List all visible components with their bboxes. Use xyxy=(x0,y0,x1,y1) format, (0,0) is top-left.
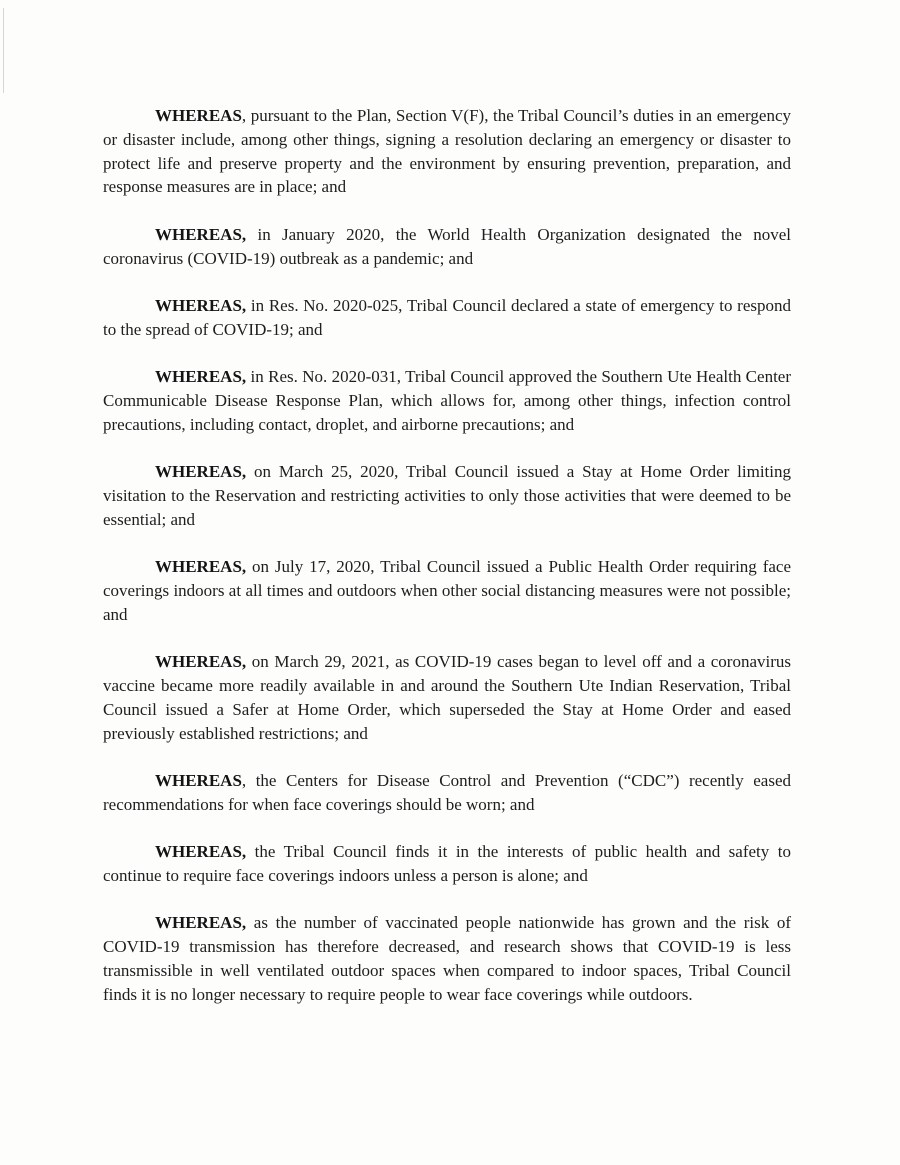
whereas-paragraph xyxy=(103,769,791,817)
paragraph-text: as the number of vaccinated people nationwide has grown and the risk of COVID-19 transmission has therefore decreased, and research shows that COVID-19 is less transmissible in well ventilated outdoor spaces when compared to indoor spaces, Tribal Council finds it is no longer necessary to require people to wear face coverings while outdoors. xyxy=(103,913,791,1004)
whereas-paragraph xyxy=(103,840,791,888)
paragraph-text: the Tribal Council finds it in the interests of public health and safety to continue to require face coverings indoors unless a person is alone; and xyxy=(103,842,791,885)
whereas-paragraph xyxy=(103,365,791,436)
document-body xyxy=(103,104,791,1006)
scan-edge-mark xyxy=(3,8,4,93)
whereas-keyword: WHEREAS xyxy=(155,770,242,790)
whereas-paragraph xyxy=(103,555,791,626)
whereas-keyword: WHEREAS, xyxy=(155,367,247,387)
whereas-keyword: WHEREAS, xyxy=(155,295,247,315)
whereas-keyword: WHEREAS, xyxy=(155,842,247,862)
whereas-paragraph xyxy=(103,650,791,745)
whereas-keyword: WHEREAS, xyxy=(155,913,247,933)
paragraph-text: in January 2020, the World Health Organization designated the novel coronavirus (COVID-19) outbreak as a pandemic; and xyxy=(103,224,791,268)
paragraph-text: on July 17, 2020, Tribal Council issued a Public Health Order requiring face coverings indoors at all times and outdoors when other social distancing measures were not possible; and xyxy=(103,557,791,624)
whereas-keyword: WHEREAS xyxy=(155,106,242,125)
paragraph-text: on March 25, 2020, Tribal Council issued a Stay at Home Order limiting visitation to the Reservation and restricting activities to only those activities that were deemed to be essential; and xyxy=(103,462,791,529)
paragraph-text: , the Centers for Disease Control and Prevention (“CDC”) recently eased recommendations for when face coverings should be worn; and xyxy=(103,770,791,814)
paragraph-text: on March 29, 2021, as COVID-19 cases began to level off and a coronavirus vaccine became more readily available in and around the Southern Ute Indian Reservation, Tribal Council issued a Safer at Home Order, which superseded the Stay at Home Order and eased previously established restrictions; and xyxy=(103,652,791,743)
whereas-paragraph xyxy=(103,223,791,271)
paragraph-text: in Res. No. 2020-025, Tribal Council declared a state of emergency to respond to the spread of COVID-19; and xyxy=(103,295,791,339)
whereas-keyword: WHEREAS, xyxy=(155,224,247,244)
paragraph-text: in Res. No. 2020-031, Tribal Council approved the Southern Ute Health Center Communicable Disease Response Plan, which allows for, among other things, infection control precautions, including contact, droplet, and airborne precautions; and xyxy=(103,367,791,434)
whereas-keyword: WHEREAS, xyxy=(155,462,247,482)
whereas-paragraph xyxy=(103,104,791,199)
whereas-paragraph xyxy=(103,911,791,1006)
whereas-keyword: WHEREAS, xyxy=(155,652,247,672)
whereas-paragraph xyxy=(103,460,791,531)
whereas-keyword: WHEREAS, xyxy=(155,557,247,577)
paragraph-text: , pursuant to the Plan, Section V(F), the Tribal Council’s duties in an emergency or disaster include, among other things, signing a resolution declaring an emergency or disaster to protect life and preserve property and the environment by ensuring prevention, preparation, and response measures are in place; and xyxy=(103,106,791,197)
whereas-paragraph xyxy=(103,294,791,342)
